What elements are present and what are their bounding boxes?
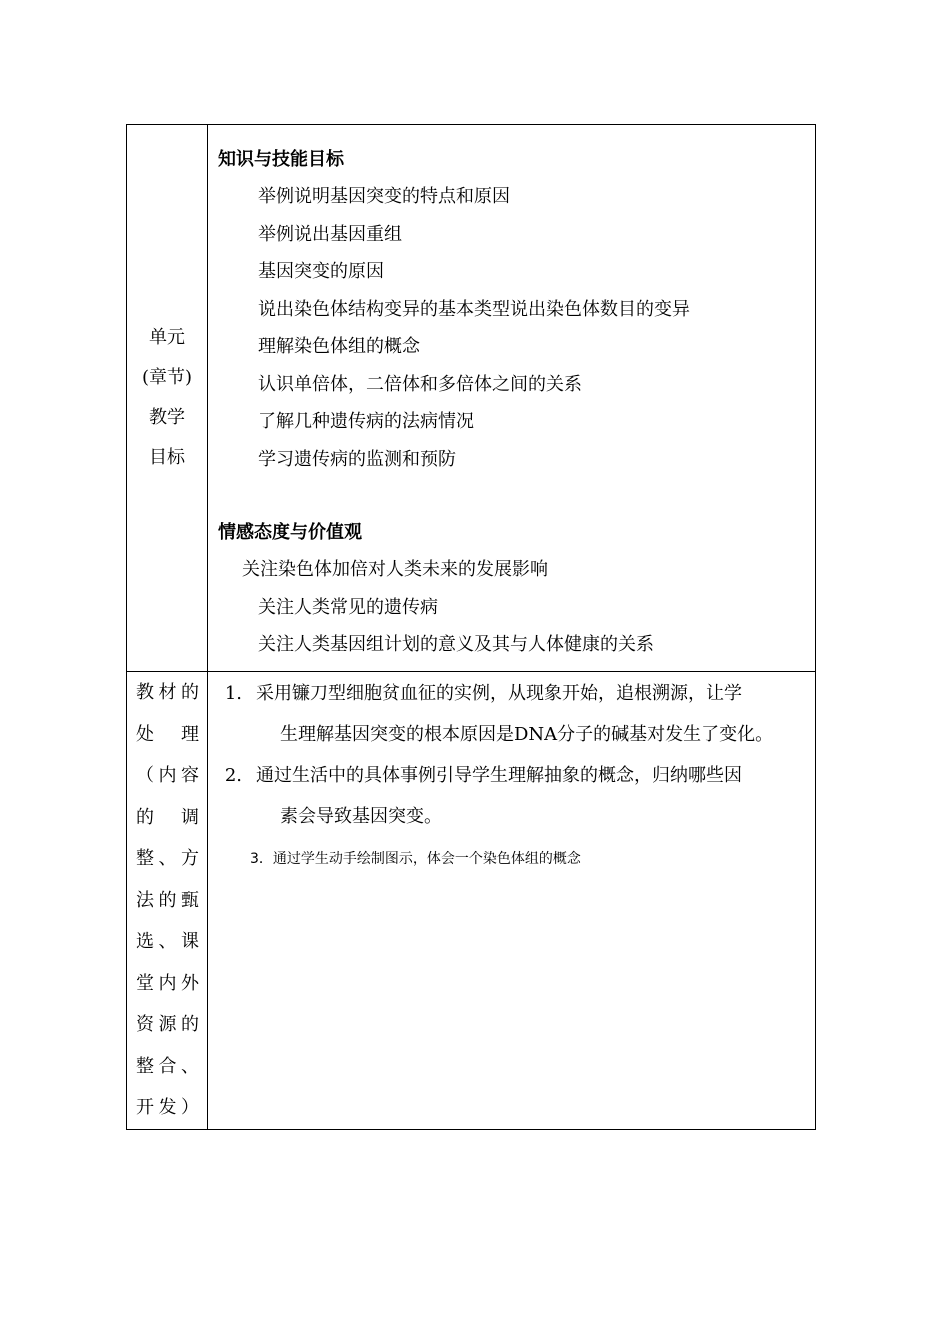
label-line: 整合、 bbox=[136, 1055, 199, 1077]
table-row bbox=[127, 125, 816, 672]
numbered-item bbox=[208, 755, 815, 796]
teaching-goals-label-cell bbox=[127, 125, 208, 672]
list-item: 举例说出基因重组 bbox=[258, 223, 402, 245]
label-line: (章节) bbox=[141, 367, 193, 388]
numbered-item-small: 3．通过学生动手绘制图示，体会一个染色体组的概念 bbox=[250, 851, 581, 867]
label-line: 教材的 bbox=[136, 682, 199, 703]
list-item: 关注染色体加倍对人类未来的发展影响 bbox=[242, 559, 548, 580]
label-line: 的 调 bbox=[136, 806, 199, 828]
material-processing-content-cell bbox=[208, 672, 816, 1130]
item-number: 1. bbox=[224, 683, 242, 704]
list-item: 说出染色体结构变异的基本类型说出染色体数目的变异 bbox=[258, 298, 690, 320]
label-line: 教学 bbox=[149, 407, 185, 428]
item-text: 采用镰刀型细胞贫血征的实例，从现象开始，追根溯源，让学 bbox=[256, 683, 742, 704]
emotion-values-heading: 情感态度与价值观 bbox=[218, 522, 362, 543]
label-line: 单元 bbox=[149, 327, 185, 348]
knowledge-skills-heading: 知识与技能目标 bbox=[218, 149, 344, 170]
list-item: 认识单倍体，二倍体和多倍体之间的关系 bbox=[258, 373, 582, 395]
label-line: 选、课 bbox=[136, 931, 199, 952]
item-text-continued: 生理解基因突变的根本原因是DNA分子的碱基对发生了变化。 bbox=[280, 724, 774, 745]
item-text: 通过生活中的具体事例引导学生理解抽象的概念，归纳哪些因 bbox=[256, 765, 742, 786]
list-item: 关注人类基因组计划的意义及其与人体健康的关系 bbox=[258, 634, 654, 655]
list-item: 理解染色体组的概念 bbox=[258, 336, 420, 357]
label-line: 法的甄 bbox=[136, 889, 199, 911]
numbered-item bbox=[208, 672, 815, 714]
teaching-goals-content-cell bbox=[208, 125, 816, 672]
list-item: 了解几种遗传病的法病情况 bbox=[258, 411, 474, 432]
label-line: 资源的 bbox=[136, 1014, 199, 1035]
label-line: 目标 bbox=[149, 447, 185, 468]
lesson-plan-table bbox=[126, 124, 816, 1130]
label-line: 处 理 bbox=[136, 723, 199, 745]
material-processing-label-cell bbox=[127, 672, 208, 1130]
label-line: （内容 bbox=[136, 765, 199, 786]
list-item: 关注人类常见的遗传病 bbox=[258, 596, 438, 618]
list-item: 举例说明基因突变的特点和原因 bbox=[258, 186, 510, 207]
label-line: 整、方 bbox=[136, 848, 199, 869]
label-line: 开发） bbox=[136, 1097, 199, 1118]
list-item: 学习遗传病的监测和预防 bbox=[258, 448, 456, 470]
item-text-continued: 素会导致基因突变。 bbox=[280, 806, 442, 827]
item-number: 2. bbox=[224, 765, 242, 786]
label-line: 堂内外 bbox=[136, 972, 199, 994]
list-item: 基因突变的原因 bbox=[258, 261, 384, 282]
table-row bbox=[127, 672, 816, 1130]
